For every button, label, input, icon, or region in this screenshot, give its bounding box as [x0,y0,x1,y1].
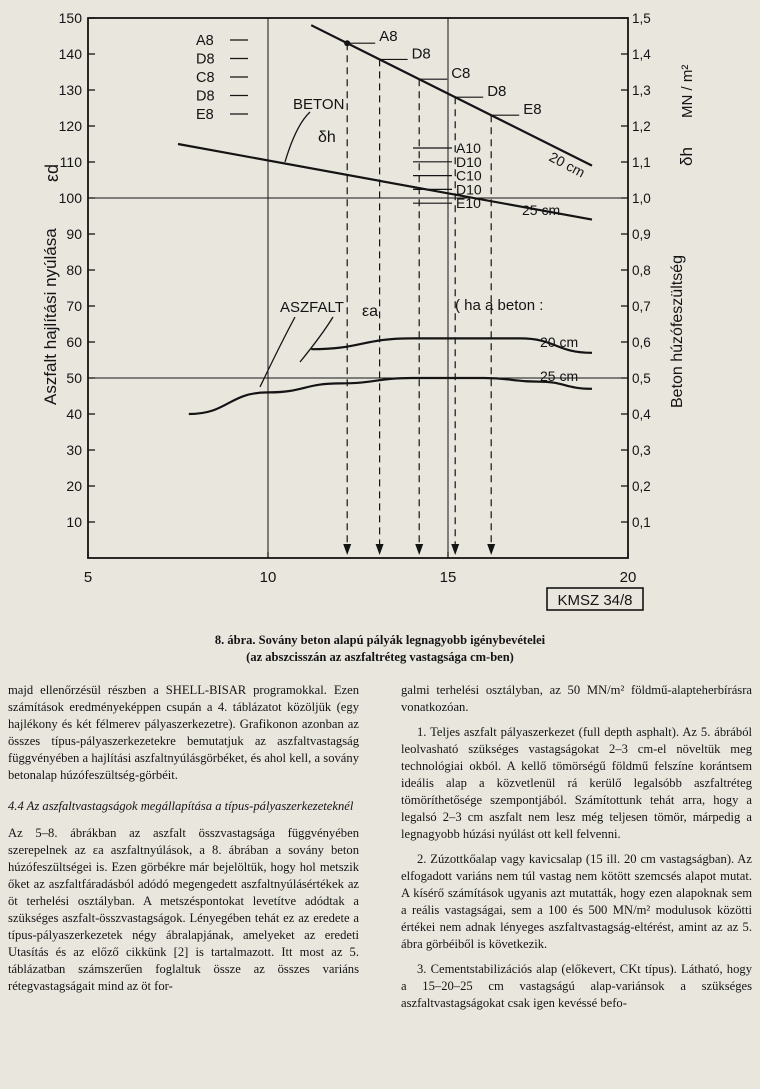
projection-arrow-head [451,544,459,555]
beton-symbol-label: δh [318,129,336,146]
left-axis-tick-label: 100 [58,190,82,206]
x-axis-tick-label: 15 [439,569,457,586]
right-text-column [401,682,752,1020]
section-heading: 4.4 Az aszfaltvastagságok megállapítása a típus-pályaszerkezeteknél [8,799,354,813]
projection-arrow-head [343,544,351,555]
plot-frame [88,18,628,558]
right-axis-tick-label: 1,0 [632,191,651,206]
projection-arrow-head [415,544,423,555]
chart-frame [59,10,652,586]
legend-left-label: C8 [196,70,215,86]
curve-label-beton-20cm: 20 cm [546,148,588,181]
left-axis-tick-label: 50 [66,370,82,386]
left-axis-tick-label: 40 [66,406,82,422]
beton-label: BETON [293,96,345,113]
left-axis-tick-label: 150 [58,10,82,26]
projection-arrow-head [487,544,495,555]
x-axis-tick-label: 20 [619,569,637,586]
paragraph: 2. Zúzottkőalap vagy kavicsalap (15 ill. 20 cm vastagságban). Az elfogadott variáns nem túl vastag nem kötött szemcsés alapot mutat. A kísérő számítások ugyanis azt mutatták, hogy ezen alapoknak sem a reális vastagságai, sem a 100 és 500 MN/m² modulusok közötti értékei nem adnak lényeges aszfaltvastagság-eltérést, amint az az 5. ábra görbéiből is következik. [401,852,752,951]
left-axis-tick-label: 120 [58,118,82,134]
right-axis-title-symbol: δh [677,147,696,166]
class-label-20cm: D8 [487,83,507,101]
legend-left-label: E8 [196,107,214,123]
left-axis-tick-label: 60 [66,334,82,350]
beton-curve-20cm [311,25,592,165]
left-axis-title: Aszfalt hajlítási nyúlása [41,228,60,405]
stamp-text: KMSZ 34/8 [557,592,633,609]
class-label-20cm: A8 [379,28,398,46]
left-axis-tick-label: 90 [66,226,82,242]
chart-labels [41,28,696,610]
chart-curves [178,25,592,414]
note-label: ( ha a beton : [455,297,544,314]
right-axis-tick-label: 0,8 [632,263,651,278]
class-label-25cm: D10 [456,181,482,198]
left-axis-tick-label: 30 [66,442,82,458]
figure-caption-title: 8. ábra. Sovány beton alapú pályák legnagyobb igénybevételei [214,633,546,647]
left-text-column [8,682,359,1003]
left-axis-tick-label: 80 [66,262,82,278]
curve-label-beton-25cm: 25 cm [522,202,561,218]
right-axis-tick-label: 0,2 [632,479,651,494]
paragraph: galmi terhelési osztályban, az 50 MN/m² földmű-alapteherbírásra vonatkozóan. [401,683,752,714]
x-axis-tick-label: 10 [259,569,277,586]
right-axis-tick-label: 1,2 [632,119,651,134]
right-axis-tick-label: 0,7 [632,299,651,314]
left-axis-tick-label: 10 [66,514,82,530]
class-label-25cm: A10 [456,140,481,156]
right-axis-tick-label: 0,5 [632,371,651,386]
right-axis-title-unit: MN / m² [679,64,696,118]
class-label-20cm: C8 [451,65,471,83]
figure-caption-subtitle: (az abszcisszán az aszfaltréteg vastagsága cm-ben) [246,650,514,664]
left-axis-tick-label: 20 [66,478,82,494]
class-label-25cm: C10 [456,167,482,184]
legend-left-label: D8 [196,88,215,105]
class-label-25cm: D10 [456,153,482,170]
paragraph: 1. Teljes aszfalt pályaszerkezet (full depth asphalt). Az 5. ábrából leolvasható szükséges vastagságokat 2–3 cm-el növeltük meg technológiai okból. A kellő tömörségű földmű felszíne korántsem ideális alap a közvetlenül rá kerülő legalsóbb aszfaltréteg tömöríthetősége szempontjából. Számítottunk tehát arra, hogy a legalsó 2–3 cm aszfalt nem lesz még teljesen tömör, márpedig a legnagyobb húzási nyúlást ott kell felvenni. [401,725,752,841]
paragraph: majd ellenőrzésül részben a SHELL-BISAR programokkal. Ezen számítások eredményeképpen csupán a 4. táblázatot közöljük (egy hajlékony és két félmerev pályaszerkezetre). Grafikonon azonban az összes típus-pályaszerkezetekre bemutatjuk az aszfaltvastagság függvényében a hajlítási aszfaltnyúlásgörbéket, és ahol kell, a sovány betonalap húzófeszültség-görbéit. [8,683,359,782]
aszfalt-symbol-label: εa [362,303,379,320]
aszfalt-label: ASZFALT [280,299,344,316]
right-axis-tick-label: 1,5 [632,11,651,26]
left-axis-tick-label: 70 [66,298,82,314]
class-label-20cm: E8 [523,101,542,119]
left-axis-tick-label: 140 [58,46,82,62]
curve-label-aszfalt-20cm: 20 cm [540,334,579,350]
class-label-20cm: D8 [411,45,431,63]
aszfalt-curve-25cm [189,378,592,414]
x-axis-tick-label: 5 [83,569,93,586]
right-axis-tick-label: 0,9 [632,227,651,242]
right-axis-tick-label: 0,4 [632,407,651,422]
right-axis-tick-label: 0,6 [632,335,651,350]
legend-left-label: A8 [196,33,214,49]
right-axis-tick-label: 1,1 [632,155,651,170]
class-label-25cm: E10 [456,195,481,212]
right-axis-title: Beton húzófeszültség [669,255,686,408]
left-axis-tick-label: 130 [58,82,82,98]
right-axis-tick-label: 1,4 [632,47,651,62]
curve-label-aszfalt-25cm: 25 cm [540,368,579,384]
legend-left-label: D8 [196,51,215,68]
projection-arrow-head [376,544,384,555]
right-axis-tick-label: 1,3 [632,83,651,98]
intersection-dot [344,40,350,46]
left-axis-title-symbol: εd [42,163,62,182]
aszfalt-pointer-25 [260,317,295,387]
right-axis-tick-label: 0,3 [632,443,651,458]
paragraph: Az 5–8. ábrákban az aszfalt összvastagsága függvényében szerepelnek az εa aszfaltnyúlások, a 8. ábrában a sovány beton húzófeszültségei is. Ezen görbékre már bejelöltük, hogy hol metszik őket az aszfaltfáradásból adódó megengedett aszfaltnyúlásértékek az öt terhelési osztályban. A metszéspontokat levetítve adódtak a szükséges aszfalt-összvastagságok. Lényegében tehát ez az eredete a típus-pályaszerkezetek négy ábralapjának, amelyeket az eredeti Utasítás és az előző cikkünk [2] is tartalmazott. Itt most az 5. táblázatban számszerűen foglaltuk össze az összes variáns rétegvastagságait mind az öt for- [8,826,359,993]
left-axis-tick-label: 110 [59,154,82,170]
right-axis-tick-label: 0,1 [632,515,651,530]
paragraph: 3. Cementstabilizációs alap (előkevert, CKt típus). Látható, hogy a 15–20–25 cm vastagságú alap-variánsok a szükséges aszfaltvastagságokat csak igen kevéssé befo- [401,962,752,1010]
aszfalt-pointer-20 [300,317,333,362]
beton-pointer [285,112,310,162]
